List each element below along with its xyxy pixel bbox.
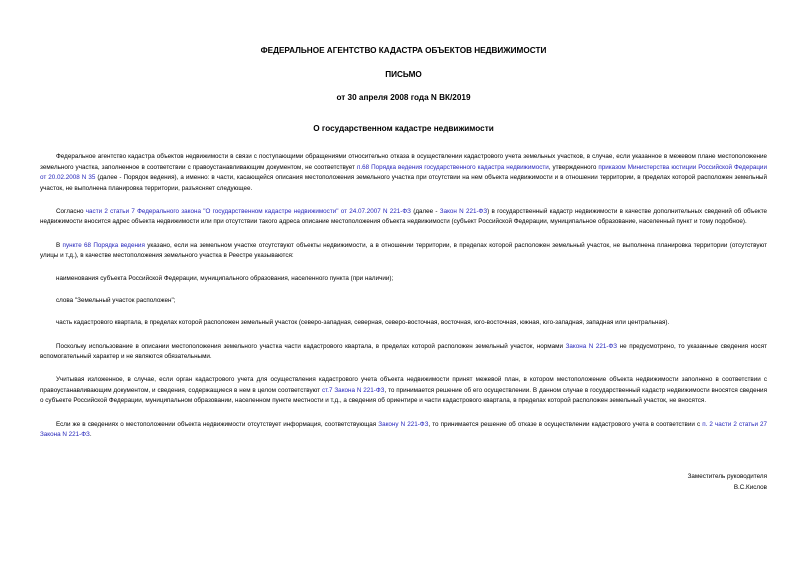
list-item-1: наименования субъекта Российской Федерации, муниципального образования, населенного пункта (при наличии); <box>56 275 394 283</box>
link-law-article-27[interactable]: п. 2 части 2 статьи 27 Закона N 221-ФЗ <box>40 420 768 439</box>
document-type: ПИСЬМО <box>385 70 422 79</box>
signature-name: В.С.Кислов <box>733 483 767 491</box>
link-law-221[interactable]: Закона N 221-ФЗ <box>565 342 618 350</box>
paragraph-text: Федеральное агентство кадастра объектов недвижимости в связи с поступающими обращениями относительно отказа в осуществлении кадастрового учета земельных участков, в случае, если указанное в межевом плане местоположение земельного участка, заполненное в соответствии с правоустанавливающим документом, не соответствует <box>40 153 767 171</box>
link-law-221[interactable]: Закону N 221-ФЗ <box>378 420 429 428</box>
agency-name: ФЕДЕРАЛЬНОЕ АГЕНТСТВО КАДАСТРА ОБЪЕКТОВ НЕДВИЖИМОСТИ <box>260 46 547 55</box>
paragraph-2 <box>40 207 767 228</box>
list-item-3: часть кадастрового квартала, в пределах которой расположен земельный участок (северо-западная, северная, северо-восточная, восточная, юго-восточная, южная, юго-западная, западная или центральная). <box>56 319 670 327</box>
paragraph-6 <box>40 420 767 441</box>
link-order-point-68[interactable]: п.68 Порядка ведения государственного кадастра недвижимости <box>356 163 549 171</box>
document-body <box>40 152 767 453</box>
paragraph-text: ) в государственный кадастр недвижимости в качестве дополнительных сведений об объекте недвижимости вносится адрес объекта недвижимости или при отсутствии такого адреса описание местоположения объекта недвижимости (субъект Российской Федерации, муниципальное образование, населенный пункт и тому подобное). <box>40 207 768 226</box>
paragraph-text: (далее - <box>410 207 440 215</box>
paragraph-5 <box>40 375 767 407</box>
list-item-2: слова "Земельный участок расположен"; <box>56 297 176 305</box>
paragraph-text: , то принимается решение об отказе в осуществлении кадастрового учета в соответствии с <box>428 420 703 428</box>
paragraph-text: , утвержденного <box>548 163 599 171</box>
paragraph-1 <box>40 152 767 194</box>
signature-position: Заместитель руководителя <box>687 473 767 480</box>
paragraph-4 <box>40 342 767 363</box>
paragraph-text: , то принимается решение об его осуществлении. В данном случае в государственный кадастр недвижимости вносятся сведения о субъекте Российской Федерации, муниципальном образовании, населенном пункте местности и т.д., а сведения об ориентире и части кадастрового квартала, в пределах которой расположен земельный участок, не вносятся. <box>40 386 767 405</box>
paragraph-text: указано, если на земельном участке отсутствуют объекты недвижимости, а в отношении территории, в пределах которой расположен земельный участок, не выполнена планировка территории (отсутствуют улицы и т.д.), в качестве местоположения земельного участка в Реестре указываются: <box>40 241 767 260</box>
link-law-article-7[interactable]: части 2 статьи 7 Федерального закона "О государственном кадастре недвижимости" от 24.07.2007 N 221-ФЗ <box>85 207 411 215</box>
document-date-number: от 30 апреля 2008 года N ВК/2019 <box>336 93 471 102</box>
paragraph-text: не предусмотрено, то указанные сведения носят вспомогательный характер и не являются обязательными. <box>40 342 767 361</box>
paragraph-text: . <box>89 431 92 439</box>
paragraph-text: В <box>56 241 63 249</box>
signature-block <box>688 472 767 493</box>
paragraph-text: Учитывая изложенное, в случае, если орган кадастрового учета для осуществления кадастрового учета объекта недвижимости принят межевой план, в котором местоположение объекта недвижимости заполнено в соответствии с правоустанавливающим документом, и сведения, содержащиеся в нем в целом соответствуют <box>40 376 767 394</box>
link-law-221[interactable]: Закон N 221-ФЗ <box>439 207 488 215</box>
paragraph-text: Поскольку использование в описании местоположения земельного участка части кадастрового квартала, в пределах которой расположен земельный участок, нормами <box>56 342 566 350</box>
paragraph-3 <box>40 241 767 262</box>
link-point-68[interactable]: пункте 68 Порядка ведения <box>62 241 145 249</box>
link-law-article-7-short[interactable]: ст.7 Закона N 221-ФЗ <box>321 386 385 394</box>
paragraph-text: Согласно <box>56 207 86 215</box>
paragraph-text: (далее - Порядок ведения), а именно: в части, касающейся описания местоположения земельного участка при отсутствии на нем объекта недвижимости и в отношении территории, в пределах которой расположен земельный участок, не выполнена планировка территории, разъясняет следующее. <box>40 174 767 192</box>
document-title: О государственном кадастре недвижимости <box>313 124 494 133</box>
link-ministry-order[interactable]: приказом Министерства юстиции Российской Федерации от 20.02.2008 N 35 <box>40 163 767 182</box>
paragraph-text: Если же в сведениях о местоположении объекта недвижимости отсутствует информация, соответствующая <box>56 420 379 428</box>
